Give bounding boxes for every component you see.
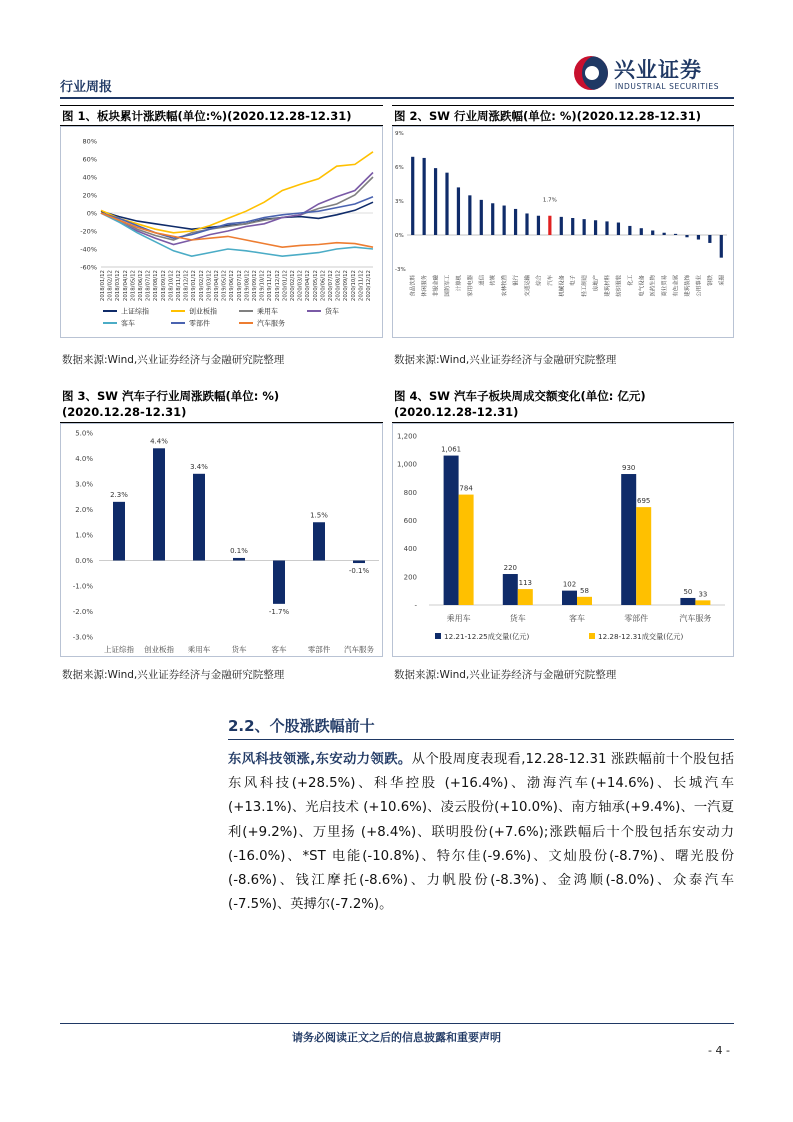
- fig1-source: 数据来源:Wind,兴业证券经济与金融研究院整理: [62, 354, 285, 366]
- fig4-data-label: 930: [622, 464, 636, 473]
- fig4-bar: [562, 591, 577, 605]
- fig1-x-tick-label: 2019/02/12: [198, 270, 205, 302]
- fig4-x-tick-label: 客车: [569, 614, 585, 623]
- fig1-x-tick-label: 2018/09/12: [160, 270, 167, 302]
- fig4-legend-label: 12.21-12.25成交量(亿元): [444, 632, 530, 641]
- fig2-bar-chart: [393, 127, 733, 337]
- fig1-x-tick-label: 2020/04/12: [305, 270, 312, 302]
- fig1-x-tick-label: 2018/06/12: [138, 270, 144, 302]
- page-number: - 4 -: [708, 1044, 730, 1057]
- fig2-bar: [457, 187, 460, 235]
- fig1-x-tick-label: 2019/07/12: [236, 270, 243, 302]
- fig4-bar: [518, 589, 533, 605]
- fig2-chart-frame: [392, 126, 734, 338]
- fig2-bar: [411, 157, 414, 235]
- fig3-data-label: -1.7%: [268, 607, 290, 616]
- fig4-bar: [680, 598, 695, 605]
- fig2-bar: [525, 213, 528, 235]
- fig2-x-tick-label: 银行: [513, 275, 520, 286]
- fig1-x-tick-label: 2018/03/12: [115, 270, 122, 302]
- fig2-bar: [445, 173, 448, 235]
- fig1-x-tick-label: 2019/10/12: [259, 270, 266, 302]
- fig4-x-tick-label: 货车: [509, 614, 526, 623]
- fig2-bar: [503, 206, 506, 235]
- fig1-series-line: [101, 213, 373, 256]
- fig2-x-tick-label: 通信: [479, 275, 486, 286]
- fig2-x-tick-label: 有色金属: [673, 275, 680, 297]
- fig4-source: 数据来源:Wind,兴业证券经济与金融研究院整理: [394, 669, 617, 681]
- fig2-bar: [685, 235, 688, 237]
- fig3-bar: [353, 561, 365, 564]
- fig4-x-tick-label: 零部件: [624, 614, 649, 623]
- fig3-title: 图 3、SW 汽车子行业周涨跌幅(单位: %): [62, 389, 280, 403]
- fig4-data-label: 50: [683, 587, 693, 596]
- fig1-x-tick-label: 2020/07/12: [328, 270, 334, 302]
- fig2-x-tick-label: 采掘: [719, 275, 726, 286]
- fig2-x-tick-label: 公用事业: [696, 275, 703, 297]
- fig4-data-label: 33: [698, 590, 708, 599]
- fig4-bar: [636, 507, 651, 605]
- fig3-bar: [273, 561, 285, 604]
- fig3-x-tick-label: 货车: [231, 645, 247, 654]
- fig4-y-tick-label: 1,200: [396, 432, 417, 441]
- header-rule: [60, 97, 734, 99]
- fig4-bar: [695, 600, 710, 605]
- fig1-y-tick-label: -60%: [80, 263, 97, 272]
- fig1-x-tick-label: 2019/05/12: [221, 270, 228, 302]
- fig2-x-tick-label: 农林牧渔: [502, 275, 509, 297]
- fig1-x-tick-label: 2020/05/12: [312, 270, 319, 302]
- fig1-legend-label: 客车: [121, 319, 135, 328]
- fig3-x-tick-label: 客车: [271, 645, 287, 654]
- fig4-legend-label: 12.28-12.31成交量(亿元): [598, 632, 684, 641]
- fig1-y-tick-label: -20%: [80, 227, 97, 236]
- fig4-title: 图 4、SW 汽车子板块周成交额变化(单位: 亿元): [394, 389, 646, 403]
- logo-name-en: INDUSTRIAL SECURITIES: [615, 82, 720, 91]
- fig4-bar: [621, 474, 636, 605]
- fig3-bar: [313, 522, 325, 560]
- fig1-chart-frame: [60, 126, 383, 338]
- fig1-x-tick-label: 2018/08/12: [153, 270, 160, 302]
- fig3-bar: [193, 474, 205, 561]
- footer-disclaimer: 请务必阅读正文之后的信息披露和重要声明: [292, 1031, 501, 1044]
- fig3-y-tick-label: 1.0%: [75, 531, 93, 540]
- section-heading: 2.2、个股涨跌幅前十: [228, 717, 375, 735]
- fig1-x-tick-label: 2020/03/12: [297, 270, 304, 302]
- fig2-x-tick-label: 机械设备: [559, 275, 566, 297]
- fig2-y-tick-label: 0%: [395, 233, 404, 239]
- fig4-data-label: 58: [580, 586, 589, 595]
- fig1-x-tick-label: 2019/06/12: [229, 270, 236, 302]
- fig2-x-tick-label: 建筑装饰: [685, 275, 691, 297]
- fig2-title: 图 2、SW 行业周涨跌幅(单位: %)(2020.12.28-12.31): [394, 109, 702, 123]
- fig2-bar: [640, 228, 643, 235]
- fig1-x-tick-label: 2019/03/12: [206, 270, 213, 302]
- fig1-x-tick-label: 2020/10/12: [350, 270, 357, 302]
- fig2-bar: [537, 216, 540, 235]
- fig1-x-tick-label: 2020/08/12: [335, 270, 342, 302]
- fig4-data-label: 695: [637, 497, 651, 506]
- fig4-data-label: 220: [503, 564, 517, 573]
- fig2-x-tick-label: 钢铁: [707, 275, 714, 286]
- fig2-bar: [708, 235, 711, 243]
- fig4-y-tick-label: 400: [403, 545, 417, 554]
- fig1-x-tick-label: 2018/11/12: [176, 270, 182, 302]
- fig2-x-tick-label: 电子: [570, 275, 577, 286]
- fig4-legend-swatch: [589, 633, 595, 639]
- fig3-data-label: 0.1%: [230, 546, 248, 555]
- fig3-bar: [153, 448, 165, 560]
- fig2-bar: [697, 235, 700, 240]
- fig2-source: 数据来源:Wind,兴业证券经济与金融研究院整理: [394, 354, 617, 366]
- fig1-x-tick-label: 2019/01/12: [191, 270, 198, 302]
- fig2-x-tick-label: 休闲服务: [422, 275, 429, 297]
- fig2-bar: [491, 203, 494, 235]
- logo-name-cn: 兴业证券: [614, 58, 702, 82]
- fig3-chart-frame: [60, 423, 383, 657]
- fig3-x-tick-label: 乘用车: [187, 645, 211, 654]
- fig2-bar: [720, 235, 723, 258]
- fig1-x-tick-label: 2020/12/12: [366, 270, 372, 302]
- fig2-bar: [617, 223, 620, 235]
- fig4-bar: [444, 456, 459, 605]
- fig3-y-tick-label: 0.0%: [75, 557, 93, 565]
- fig3-data-label: 1.5%: [310, 511, 328, 520]
- fig4-bar: [503, 574, 518, 605]
- fig4-data-label: 102: [562, 580, 577, 589]
- fig2-x-tick-label: 汽车: [547, 275, 554, 286]
- fig1-x-tick-label: 2020/02/12: [290, 270, 296, 302]
- fig2-bar: [663, 233, 666, 235]
- fig1-x-tick-label: 2020/09/12: [343, 270, 350, 302]
- fig2-x-tick-label: 房地产: [593, 275, 600, 292]
- fig1-x-tick-label: 2020/06/12: [320, 270, 327, 302]
- fig3-x-tick-label: 零部件: [307, 645, 331, 654]
- fig2-x-tick-label: 医药生物: [650, 275, 657, 297]
- fig1-legend-label: 乘用车: [257, 307, 278, 316]
- fig2-y-tick-label: 9%: [395, 131, 404, 137]
- fig4-y-tick-label: 600: [403, 517, 417, 525]
- fig1-x-tick-label: 2019/08/12: [244, 270, 251, 302]
- fig2-x-tick-label: 纺织服装: [616, 275, 623, 297]
- fig1-x-tick-label: 2018/05/12: [130, 270, 137, 302]
- fig3-data-label: 3.4%: [190, 462, 208, 471]
- fig2-bar: [560, 217, 563, 235]
- fig4-data-label: 784: [459, 484, 473, 493]
- fig2-bar: [548, 216, 551, 235]
- fig4-data-label: 113: [518, 579, 532, 588]
- fig2-x-tick-label: 轻工制造: [582, 275, 589, 297]
- fig2-y-tick-label: 3%: [395, 199, 404, 205]
- fig2-bar: [651, 230, 654, 235]
- fig2-x-tick-label: 电气设备: [639, 275, 646, 297]
- fig2-bar: [605, 221, 608, 235]
- fig3-y-tick-label: 4.0%: [75, 455, 93, 463]
- company-logo: [574, 56, 734, 96]
- section-paragraph: [228, 748, 734, 917]
- fig3-y-tick-label: 5.0%: [75, 429, 93, 438]
- fig1-y-tick-label: 60%: [82, 155, 97, 164]
- fig1-y-tick-label: 0%: [86, 209, 97, 218]
- fig1-x-tick-label: 2018/04/12: [122, 270, 129, 302]
- fig2-top-rule: [392, 105, 734, 106]
- fig1-x-tick-label: 2018/01/12: [100, 270, 106, 302]
- fig3-bar: [113, 502, 125, 561]
- fig4-x-tick-label: 汽车服务: [679, 614, 712, 623]
- fig3-y-tick-label: -3.0%: [72, 633, 93, 642]
- fig4-y-tick-label: -: [414, 601, 417, 610]
- fig2-highlight-label: 1.7%: [542, 197, 557, 204]
- fig2-x-tick-label: 传媒: [490, 275, 497, 286]
- fig2-x-tick-label: 建筑材料: [605, 275, 611, 297]
- fig1-y-tick-label: 80%: [82, 137, 97, 146]
- fig3-x-tick-label: 创业板指: [144, 645, 174, 654]
- fig1-series-line: [101, 152, 373, 233]
- fig1-legend-label: 货车: [325, 307, 339, 316]
- fig1-y-tick-label: 40%: [82, 173, 97, 182]
- fig2-x-tick-label: 综合: [536, 275, 543, 286]
- fig1-x-tick-label: 2019/04/12: [214, 270, 220, 302]
- fig4-data-label: 1,061: [441, 445, 462, 454]
- fig1-title: 图 1、板块累计涨跌幅(单位:%)(2020.12.28-12.31): [62, 109, 352, 123]
- fig1-legend-label: 汽车服务: [257, 319, 285, 328]
- section-lead: 东风科技领涨,东安动力领跌。: [228, 752, 412, 767]
- fig1-x-tick-label: 2018/12/12: [183, 270, 190, 302]
- logo-mark-icon: [574, 56, 608, 90]
- fig2-bar: [628, 226, 631, 235]
- fig3-data-label: 4.4%: [150, 437, 168, 446]
- fig4-title-date: (2020.12.28-12.31): [394, 405, 519, 419]
- fig4-x-tick-label: 乘用车: [446, 614, 471, 623]
- fig1-x-tick-label: 2019/12/12: [274, 270, 281, 302]
- fig2-bar: [583, 219, 586, 235]
- fig3-x-tick-label: 汽车服务: [344, 645, 374, 654]
- fig2-bar: [514, 209, 517, 235]
- fig3-y-tick-label: -2.0%: [72, 608, 93, 616]
- section-rule: [228, 739, 734, 740]
- report-type-label: 行业周报: [60, 80, 113, 95]
- fig2-bar: [434, 168, 437, 235]
- fig1-line-chart: [61, 127, 382, 337]
- fig1-x-tick-label: 2019/09/12: [252, 270, 258, 302]
- fig4-y-tick-label: 1,000: [396, 460, 417, 469]
- fig1-x-tick-label: 2019/11/12: [267, 270, 274, 302]
- fig2-x-tick-label: 非银金融: [433, 275, 440, 297]
- section-body: 从个股周度表现看,12.28-12.31 涨跌幅前十个股包括东风科技(+28.5%)、科华控股 (+16.4%)、渤海汽车(+14.6%)、长城汽车(+13.1%)、光启技术 (+10.6%)、凌云股份(+10.0%)、南方轴承(+9.4%)、一汽夏利(+9.2%)、万里扬 (+8.4%)、联明股份(+7.6%);涨跌幅后十个股包括东安动力(-16.0%)、*ST 电能(-10.8%)、特尔佳(-9.6%)、文灿股份(-8.7%)、曙光股份(-8.6%)、钱江摩托(-8.6%)、力帆股份(-8.3%)、金鸿顺(-8.0%)、众泰汽车(-7.5%)、英搏尔(-7.2%)。: [228, 752, 734, 913]
- fig4-bar: [577, 597, 592, 605]
- fig2-x-tick-label: 计算机: [456, 275, 463, 292]
- fig3-y-tick-label: 3.0%: [75, 480, 93, 489]
- fig1-top-rule: [60, 105, 383, 106]
- fig2-bar: [423, 158, 426, 235]
- fig1-x-tick-label: 2018/02/12: [107, 270, 114, 302]
- fig2-x-tick-label: 交通运输: [525, 275, 531, 297]
- fig2-bar: [480, 200, 483, 235]
- fig4-chart-frame: [392, 423, 734, 657]
- fig2-x-tick-label: 家用电器: [467, 275, 474, 297]
- fig3-source: 数据来源:Wind,兴业证券经济与金融研究院整理: [62, 669, 285, 681]
- fig2-bar: [571, 218, 574, 235]
- fig4-bar-chart: [393, 424, 733, 656]
- fig4-y-tick-label: 800: [403, 488, 417, 497]
- fig2-y-tick-label: -3%: [395, 267, 406, 273]
- fig3-bar-chart: [61, 424, 382, 656]
- fig2-x-tick-label: 食品饮料: [410, 275, 417, 297]
- fig1-y-tick-label: -40%: [80, 245, 97, 254]
- fig1-x-tick-label: 2018/07/12: [145, 270, 152, 302]
- fig4-y-tick-label: 200: [403, 573, 417, 582]
- fig2-y-tick-label: 6%: [395, 165, 404, 171]
- fig1-legend-label: 上证综指: [121, 307, 149, 316]
- fig4-legend-swatch: [435, 633, 441, 639]
- fig1-legend-label: 零部件: [189, 319, 210, 328]
- fig1-x-tick-label: 2018/10/12: [168, 270, 175, 302]
- fig3-data-label: -0.1%: [348, 567, 370, 576]
- fig3-y-tick-label: -1.0%: [72, 582, 93, 591]
- fig1-x-tick-label: 2020/01/12: [282, 270, 289, 302]
- fig3-y-tick-label: 2.0%: [75, 506, 93, 514]
- fig1-y-tick-label: 20%: [82, 191, 97, 200]
- fig1-x-tick-label: 2020/11/12: [358, 270, 365, 302]
- fig2-bar: [674, 234, 677, 235]
- fig3-title-date: (2020.12.28-12.31): [62, 405, 187, 419]
- fig3-data-label: 2.3%: [110, 490, 128, 499]
- footer-rule: [60, 1023, 734, 1024]
- fig3-x-tick-label: 上证综指: [104, 645, 134, 654]
- fig2-x-tick-label: 商业贸易: [662, 275, 669, 297]
- fig1-legend-label: 创业板指: [189, 307, 217, 316]
- fig2-x-tick-label: 国防军工: [445, 275, 451, 297]
- fig2-bar: [594, 220, 597, 235]
- fig2-bar: [468, 195, 471, 235]
- fig3-bar: [233, 558, 245, 561]
- fig2-x-tick-label: 化工: [627, 275, 634, 286]
- fig4-bar: [459, 495, 474, 605]
